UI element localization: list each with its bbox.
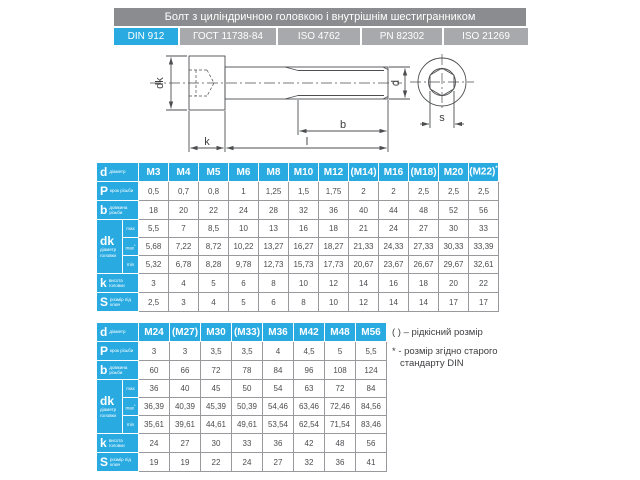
row-header-b: b довжина різьби [97,361,139,380]
value-cell: 20,67 [349,256,379,274]
value-cell: 30 [201,434,232,453]
value-cell: 27,33 [409,238,439,256]
value-cell: 14 [409,293,439,312]
row-header-s: S розмір під ключ [97,293,139,312]
value-cell: 8 [289,293,319,312]
value-cell: 5 [325,342,356,361]
value-cell: 18 [409,274,439,293]
value-cell: 45 [201,380,232,398]
value-cell: 8 [259,274,289,293]
value-cell: 27 [170,434,201,453]
value-cell: 5,68 [139,238,169,256]
value-cell: 8,5 [199,220,229,238]
value-cell: 21,33 [349,238,379,256]
value-cell: 17 [469,293,499,312]
col-header-m4: M4 [169,163,199,182]
value-cell: 20 [169,201,199,220]
value-cell: 62,54 [294,416,325,434]
row-header-b: b довжина різьби [97,201,139,220]
value-cell: 28 [259,201,289,220]
value-cell: 36,39 [139,398,170,416]
col-header-m30: M30 [201,323,232,342]
row-header-dk: dk діаметр головки [97,220,123,274]
value-cell: 7 [169,220,199,238]
value-cell: 0,5 [139,182,169,201]
col-header-m16: M16 [379,163,409,182]
value-cell: 9,78 [229,256,259,274]
value-cell: 49,61 [232,416,263,434]
value-cell: 10 [229,220,259,238]
dim-label-l: l [305,136,309,148]
value-cell: 7,22 [169,238,199,256]
value-cell: 3 [139,274,169,293]
value-cell: 33 [469,220,499,238]
value-cell: 36 [139,380,170,398]
value-cell: 0,7 [169,182,199,201]
value-cell: 10,22 [229,238,259,256]
sub-row-label-min: min [123,256,139,274]
value-cell: 72 [325,380,356,398]
value-cell: 45,39 [201,398,232,416]
value-cell: 3,5 [232,342,263,361]
col-header-m14: (M14) [349,163,379,182]
value-cell: 22 [199,201,229,220]
col-header-m48: M48 [325,323,356,342]
standard-tab-iso-21269[interactable]: ISO 21269 [444,28,528,45]
page-title: Болт з циліндричною головкою і внутрішнім шестигранником [114,8,526,26]
value-cell: 72 [201,361,232,380]
bolt-technical-drawing [0,48,640,166]
value-cell: 54,46 [263,398,294,416]
value-cell: 16 [289,220,319,238]
col-header-m3: M3 [139,163,169,182]
value-cell: 44,61 [201,416,232,434]
sub-row-label-min: min [123,416,139,434]
value-cell: 53,54 [263,416,294,434]
value-cell: 8,28 [199,256,229,274]
value-cell: 13 [259,220,289,238]
value-cell: 56 [356,434,387,453]
col-header-m42: M42 [294,323,325,342]
value-cell: 30 [439,220,469,238]
col-header-m12: M12 [319,163,349,182]
value-cell: 36 [319,201,349,220]
value-cell: 40,39 [170,398,201,416]
value-cell: 4 [199,293,229,312]
value-cell: 29,67 [439,256,469,274]
value-cell: 1,5 [289,182,319,201]
value-cell: 2 [349,182,379,201]
value-cell: 40 [349,201,379,220]
standards-bar [114,28,526,45]
value-cell: 32 [294,453,325,472]
value-cell: 12,73 [259,256,289,274]
value-cell: 84 [263,361,294,380]
dimension-table-m3-m22 [96,162,499,312]
value-cell: 14 [349,274,379,293]
col-header-m10: M10 [289,163,319,182]
sub-row-label-max: max [123,220,139,238]
value-cell: 1 [229,182,259,201]
value-cell: 24 [139,434,170,453]
value-cell: 50,39 [232,398,263,416]
row-header-p: P крок різьби [97,182,139,201]
col-header-m33: (M33) [232,323,263,342]
value-cell: 32,61 [469,256,499,274]
row-header-d: d діаметр [97,323,139,342]
value-cell: 16,27 [289,238,319,256]
value-cell: 66 [170,361,201,380]
value-cell: 84 [356,380,387,398]
note-rare-size: ( ) – рідкісний розмір [392,327,483,338]
value-cell: 6 [229,274,259,293]
value-cell: 48 [325,434,356,453]
value-cell: 4 [169,274,199,293]
value-cell: 1,25 [259,182,289,201]
value-cell: 3 [169,293,199,312]
dim-label-k: k [204,136,210,148]
value-cell: 27 [409,220,439,238]
col-header-m27: (M27) [170,323,201,342]
sub-row-label-max: max* [123,238,139,256]
value-cell: 48 [409,201,439,220]
value-cell: 71,54 [325,416,356,434]
value-cell: 14 [379,293,409,312]
value-cell: 27 [263,453,294,472]
value-cell: 60 [139,361,170,380]
value-cell: 84,56 [356,398,387,416]
value-cell: 4 [263,342,294,361]
value-cell: 78 [232,361,263,380]
value-cell: 18 [139,201,169,220]
value-cell: 36 [325,453,356,472]
sub-row-label-max: max [123,380,139,398]
value-cell: 5,5 [356,342,387,361]
value-cell: 2,5 [139,293,169,312]
value-cell: 3 [139,342,170,361]
value-cell: 40 [170,380,201,398]
value-cell: 4,5 [294,342,325,361]
col-header-m6: M6 [229,163,259,182]
col-header-m22: (M22)* [469,163,499,182]
value-cell: 21 [349,220,379,238]
value-cell: 18,27 [319,238,349,256]
value-cell: 41 [356,453,387,472]
col-header-m20: M20 [439,163,469,182]
col-header-m18: (M18) [409,163,439,182]
value-cell: 5 [229,293,259,312]
value-cell: 12 [349,293,379,312]
value-cell: 96 [294,361,325,380]
value-cell: 19 [170,453,201,472]
value-cell: 19 [139,453,170,472]
value-cell: 18 [319,220,349,238]
value-cell: 17,73 [319,256,349,274]
value-cell: 17 [439,293,469,312]
value-cell: 72,46 [325,398,356,416]
dim-label-s: s [439,112,445,124]
value-cell: 44 [379,201,409,220]
row-header-p: P крок різьби [97,342,139,361]
row-header-s: S розмір під ключ [97,453,139,472]
sub-row-label-max: max* [123,398,139,416]
value-cell: 13,27 [259,238,289,256]
value-cell: 5,5 [139,220,169,238]
value-cell: 52 [439,201,469,220]
dim-label-b: b [339,119,347,131]
value-cell: 20 [439,274,469,293]
value-cell: 3,5 [201,342,232,361]
dimension-table-m24-m56 [96,322,387,472]
footnotes [392,327,530,377]
value-cell: 42 [294,434,325,453]
value-cell: 63 [294,380,325,398]
value-cell: 83,46 [356,416,387,434]
value-cell: 108 [325,361,356,380]
value-cell: 33,39 [469,238,499,256]
row-header-k: k висота головки [97,274,139,293]
value-cell: 15,73 [289,256,319,274]
col-header-m56: M56 [356,323,387,342]
col-header-m24: M24 [139,323,170,342]
row-header-dk: dk діаметр головки [97,380,123,434]
value-cell: 5,32 [139,256,169,274]
value-cell: 35,61 [139,416,170,434]
value-cell: 23,67 [379,256,409,274]
value-cell: 6,78 [169,256,199,274]
value-cell: 10 [289,274,319,293]
dim-label-d: d [390,79,402,87]
value-cell: 2,5 [409,182,439,201]
value-cell: 22 [201,453,232,472]
value-cell: 124 [356,361,387,380]
value-cell: 1,75 [319,182,349,201]
standard-tab-iso-4762[interactable]: ISO 4762 [278,28,360,45]
value-cell: 24 [232,453,263,472]
value-cell: 2 [379,182,409,201]
standard-tab-pn-82302[interactable]: PN 82302 [362,28,442,45]
value-cell: 16 [379,274,409,293]
standard-tab-гост-11738-84[interactable]: ГОСТ 11738-84 [180,28,276,45]
value-cell: 10 [319,293,349,312]
value-cell: 2,5 [439,182,469,201]
note-old-din: * - розмір згідно старого стандарту DIN [392,345,498,369]
value-cell: 26,67 [409,256,439,274]
row-header-k: k висота головки [97,434,139,453]
value-cell: 2,5 [469,182,499,201]
value-cell: 6 [259,293,289,312]
value-cell: 50 [232,380,263,398]
value-cell: 22 [469,274,499,293]
value-cell: 30,33 [439,238,469,256]
value-cell: 5 [199,274,229,293]
value-cell: 39,61 [170,416,201,434]
value-cell: 24,33 [379,238,409,256]
value-cell: 56 [469,201,499,220]
value-cell: 3 [170,342,201,361]
value-cell: 54 [263,380,294,398]
row-header-d: d діаметр [97,163,139,182]
value-cell: 36 [263,434,294,453]
standard-tab-din-912[interactable]: DIN 912 [114,28,178,45]
value-cell: 32 [289,201,319,220]
col-header-m8: M8 [259,163,289,182]
value-cell: 0,8 [199,182,229,201]
value-cell: 8,72 [199,238,229,256]
col-header-m36: M36 [263,323,294,342]
value-cell: 33 [232,434,263,453]
dim-label-dk: dk [154,77,166,89]
value-cell: 24 [379,220,409,238]
value-cell: 63,46 [294,398,325,416]
value-cell: 12 [319,274,349,293]
value-cell: 24 [229,201,259,220]
col-header-m5: M5 [199,163,229,182]
